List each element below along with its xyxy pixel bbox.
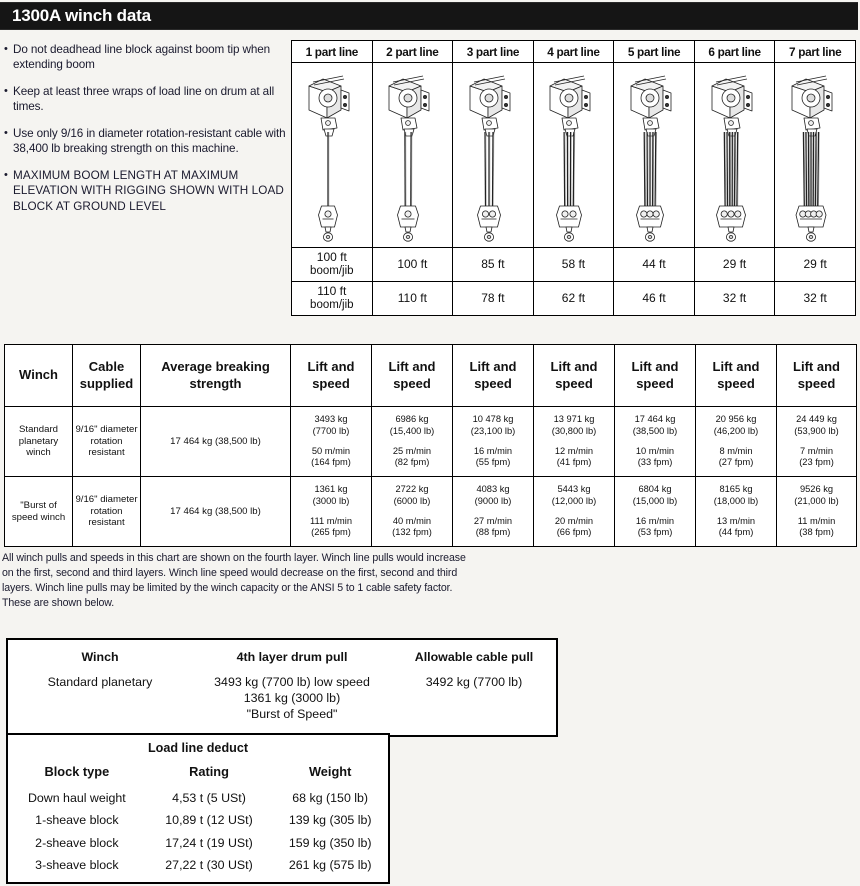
deduct-table-row — [7, 855, 389, 883]
boom-length-110-cell — [453, 282, 534, 316]
drum-pull-table — [6, 638, 558, 737]
lift-value: 24 449 kg (53,900 lb) — [794, 414, 839, 436]
speed-value: 11 m/min (38 fpm) — [797, 516, 836, 538]
speed-value: 10 m/min (33 fpm) — [635, 446, 675, 468]
lift-and-speed-cell — [534, 407, 615, 477]
lift-and-speed-cell — [372, 477, 453, 547]
drum-pull-line-2: 1361 kg (3000 lb) — [243, 691, 341, 706]
deduct-weight-value: 139 kg (305 lb) — [288, 813, 372, 828]
boom-length-value: 58 ft — [561, 257, 586, 272]
boom-length-110-cell — [533, 282, 614, 316]
boom-jib-label: boom/jib — [310, 264, 354, 277]
speed-value: 20 m/min (66 fpm) — [554, 516, 594, 538]
header-lift-and-speed: Lift and speed — [291, 345, 372, 407]
page-title: 1300A winch data — [12, 6, 151, 25]
lift-and-speed-cell — [777, 477, 857, 547]
deduct-weight-value: 159 kg (350 lb) — [288, 835, 372, 850]
drum-pull-header-winch: Winch — [81, 650, 119, 664]
boom-length-100-cell — [292, 248, 373, 282]
average-breaking-strength-value: 17 464 kg (38,500 lb) — [141, 477, 291, 547]
bullet-icon: • — [4, 84, 8, 97]
deduct-block-type-value: 1-sheave block — [35, 813, 119, 828]
drum-pull-header-allowable: Allowable cable pull — [414, 650, 534, 664]
rigging-diagram-table — [291, 40, 856, 316]
part-line-header: 1 part line — [292, 41, 373, 63]
lift-value: 9526 kg (21,000 lb) — [794, 484, 839, 506]
header-lift-and-speed: Lift and speed — [453, 345, 534, 407]
rigging-illustration — [700, 66, 770, 244]
deduct-rating-value: 27,22 t (30 USt) — [165, 858, 253, 873]
lift-and-speed-cell — [453, 477, 534, 547]
deduct-header-block-type: Block type — [44, 763, 110, 779]
speed-value: 7 m/min (23 fpm) — [799, 446, 834, 468]
boom-length-100-cell — [372, 248, 453, 282]
drum-pull-header-row — [7, 639, 557, 669]
boom-length-110-cell — [775, 282, 856, 316]
safety-notes-list — [4, 42, 287, 225]
safety-note-text: MAXIMUM BOOM LENGTH AT MAXIMUM ELEVATION WITH RIGGING SHOWN WITH LOAD BLOCK AT GROUND LEVEL — [13, 168, 284, 213]
deduct-rating-value: 10,89 t (12 USt) — [165, 813, 253, 828]
header-lift-and-speed: Lift and speed — [615, 345, 696, 407]
cable-supplied-value: 9/16" diameter rotation resistant — [73, 477, 141, 547]
load-line-deduct-title-row — [7, 734, 389, 761]
part-line-header: 6 part line — [694, 41, 775, 63]
deduct-weight-value: 68 kg (150 lb) — [292, 790, 369, 805]
rigging-diagram-cell — [372, 63, 453, 248]
deduct-block-type-value: 3-sheave block — [35, 858, 119, 873]
deduct-weight-value: 261 kg (575 lb) — [288, 858, 372, 873]
header-lift-and-speed: Lift and speed — [534, 345, 615, 407]
boom-length-110-cell — [372, 282, 453, 316]
bullet-icon: • — [4, 168, 8, 181]
part-line-header-row — [292, 41, 856, 63]
boom-length-100-cell — [694, 248, 775, 282]
speed-value: 13 m/min (44 fpm) — [716, 516, 756, 538]
lift-and-speed-cell — [291, 477, 372, 547]
drum-pull-line-1: 3493 kg (7700 lb) low speed — [214, 675, 370, 690]
deduct-rating-value: 17,24 t (19 USt) — [165, 835, 253, 850]
load-line-deduct-table — [6, 733, 390, 884]
rigging-illustration — [619, 66, 689, 244]
lift-and-speed-cell — [291, 407, 372, 477]
deduct-table-row — [7, 833, 389, 856]
safety-note-item — [4, 126, 287, 157]
rigging-illustration — [458, 66, 528, 244]
lift-and-speed-cell — [615, 477, 696, 547]
boom-length-100-row — [292, 248, 856, 282]
boom-length-value: 100 ft — [397, 257, 428, 272]
speed-value: 8 m/min (27 fpm) — [718, 446, 754, 468]
lift-value: 13 971 kg (30,800 lb) — [551, 414, 597, 436]
header-average-breaking-strength: Average breaking strength — [141, 345, 291, 407]
chart-footnote: All winch pulls and speeds in this chart are shown on the fourth layer. Winch line pulls would increase on the first, second and third layers. Winch line speed would decrease on the first, second and third layers. Winch line pulls may be limited by the winch capacity or the ANSI 5 to 1 cable safety factor. These are shown below. — [2, 552, 466, 610]
speed-value: 16 m/min (55 fpm) — [473, 446, 513, 468]
lift-value: 1361 kg (3000 lb) — [312, 484, 350, 506]
header-lift-and-speed: Lift and speed — [696, 345, 777, 407]
lift-value: 17 464 kg (38,500 lb) — [632, 414, 678, 436]
speed-value: 25 m/min (82 fpm) — [392, 446, 432, 468]
deduct-table-row — [7, 788, 389, 811]
boom-length-value: 110 ft — [397, 291, 427, 306]
speed-value: 40 m/min (132 fpm) — [392, 516, 432, 538]
boom-length-value: 32 ft — [722, 291, 747, 306]
lift-value: 2722 kg (6000 lb) — [393, 484, 431, 506]
header-winch: Winch — [5, 345, 73, 407]
safety-note-text: Keep at least three wraps of load line on drum at all times. — [13, 84, 275, 114]
deduct-header-rating: Rating — [189, 763, 229, 779]
rigging-diagram-cell — [453, 63, 534, 248]
boom-length-value: 29 ft — [722, 257, 747, 272]
lift-value: 6986 kg (15,400 lb) — [389, 414, 435, 436]
rigging-diagram-cell — [533, 63, 614, 248]
header-lift-and-speed: Lift and speed — [372, 345, 453, 407]
rigging-illustration — [538, 66, 608, 244]
lift-and-speed-cell — [696, 477, 777, 547]
safety-note-item — [4, 168, 287, 214]
bullet-icon: • — [4, 43, 8, 55]
boom-length-110-row — [292, 282, 856, 316]
boom-jib-label: boom/jib — [310, 298, 354, 311]
lift-and-speed-cell — [777, 407, 857, 477]
boom-length-value: 110 ft — [317, 284, 347, 299]
drum-pull-value — [192, 669, 392, 735]
page-title-bar — [0, 2, 858, 30]
load-line-deduct-title: Load line deduct — [147, 741, 249, 755]
part-line-header: 5 part line — [614, 41, 695, 63]
lift-value: 6804 kg (15,000 lb) — [632, 484, 678, 506]
cable-supplied-value: 9/16" diameter rotation resistant — [73, 407, 141, 477]
drum-pull-line-3: "Burst of Speed" — [246, 707, 338, 722]
safety-note-item — [4, 42, 287, 73]
boom-length-value: 78 ft — [481, 291, 505, 306]
boom-length-value: 100 ft — [316, 250, 347, 265]
drum-pull-header-4th-layer: 4th layer drum pull — [236, 650, 348, 664]
lift-and-speed-cell — [615, 407, 696, 477]
safety-note-text: Do not deadhead line block against boom tip when extending boom — [13, 43, 271, 72]
winch-type-name: "Burst of speed winch — [5, 477, 73, 547]
boom-length-value: 46 ft — [642, 291, 666, 306]
lift-value: 3493 kg (7700 lb) — [312, 414, 350, 436]
lift-value: 5443 kg (12,000 lb) — [551, 484, 597, 506]
rigging-illustration — [377, 66, 447, 244]
winch-data-row — [5, 477, 857, 547]
bullet-icon: • — [4, 126, 8, 139]
speed-value: 27 m/min (88 fpm) — [473, 516, 513, 538]
boom-length-value: 32 ft — [803, 291, 827, 306]
boom-length-100-cell — [614, 248, 695, 282]
rigging-diagram-cell — [292, 63, 373, 248]
part-line-header: 2 part line — [372, 41, 453, 63]
boom-length-110-cell — [694, 282, 775, 316]
boom-length-110-cell — [614, 282, 695, 316]
boom-length-value: 29 ft — [803, 257, 827, 272]
lift-and-speed-cell — [696, 407, 777, 477]
lift-value: 20 956 kg (46,200 lb) — [713, 414, 759, 436]
lift-value: 10 478 kg (23,100 lb) — [470, 414, 516, 436]
speed-value: 16 m/min (53 fpm) — [635, 516, 675, 538]
average-breaking-strength-value: 17 464 kg (38,500 lb) — [141, 407, 291, 477]
winch-data-header-row — [5, 345, 857, 407]
winch-data-row — [5, 407, 857, 477]
boom-length-100-cell — [533, 248, 614, 282]
lift-and-speed-cell — [453, 407, 534, 477]
safety-note-item — [4, 84, 287, 115]
winch-data-table — [4, 344, 857, 547]
boom-length-value: 62 ft — [561, 291, 586, 306]
lift-value: 8165 kg (18,000 lb) — [713, 484, 759, 506]
part-line-header: 4 part line — [533, 41, 614, 63]
rigging-diagram-cell — [775, 63, 856, 248]
speed-value: 111 m/min (265 fpm) — [309, 516, 353, 538]
header-cable-supplied: Cable supplied — [73, 345, 141, 407]
deduct-block-type-value: Down haul weight — [27, 790, 126, 805]
speed-value: 12 m/min (41 fpm) — [554, 446, 594, 468]
rigging-diagram-cell — [694, 63, 775, 248]
boom-length-100-cell — [453, 248, 534, 282]
winch-type-name: Standard planetary winch — [5, 407, 73, 477]
lift-and-speed-cell — [534, 477, 615, 547]
boom-length-value: 44 ft — [642, 257, 666, 272]
allowable-cable-pull-value: 3492 kg (7700 lb) — [425, 675, 523, 690]
part-line-header: 3 part line — [453, 41, 534, 63]
boom-length-100-cell — [775, 248, 856, 282]
rigging-illustration — [780, 66, 850, 244]
deduct-table-row — [7, 810, 389, 833]
drum-pull-data-row — [7, 669, 557, 735]
safety-note-text: Use only 9/16 in diameter rotation-resistant cable with 38,400 lb breaking strength on this machine. — [13, 126, 286, 156]
rigging-illustration — [297, 66, 367, 244]
part-line-header: 7 part line — [775, 41, 856, 63]
header-lift-and-speed: Lift and speed — [777, 345, 857, 407]
load-line-deduct-header-row — [7, 761, 389, 788]
lift-value: 4083 kg (9000 lb) — [474, 484, 512, 506]
rigging-diagram-cell — [614, 63, 695, 248]
boom-length-value: 85 ft — [481, 257, 505, 272]
deduct-header-weight: Weight — [308, 763, 352, 779]
deduct-rating-value: 4,53 t (5 USt) — [172, 790, 246, 805]
lift-and-speed-cell — [372, 407, 453, 477]
rigging-diagram-row — [292, 63, 856, 248]
drum-pull-winch-name: Standard planetary — [47, 675, 153, 690]
speed-value: 50 m/min (164 fpm) — [311, 446, 351, 468]
boom-length-110-cell — [292, 282, 373, 316]
deduct-block-type-value: 2-sheave block — [35, 835, 119, 850]
